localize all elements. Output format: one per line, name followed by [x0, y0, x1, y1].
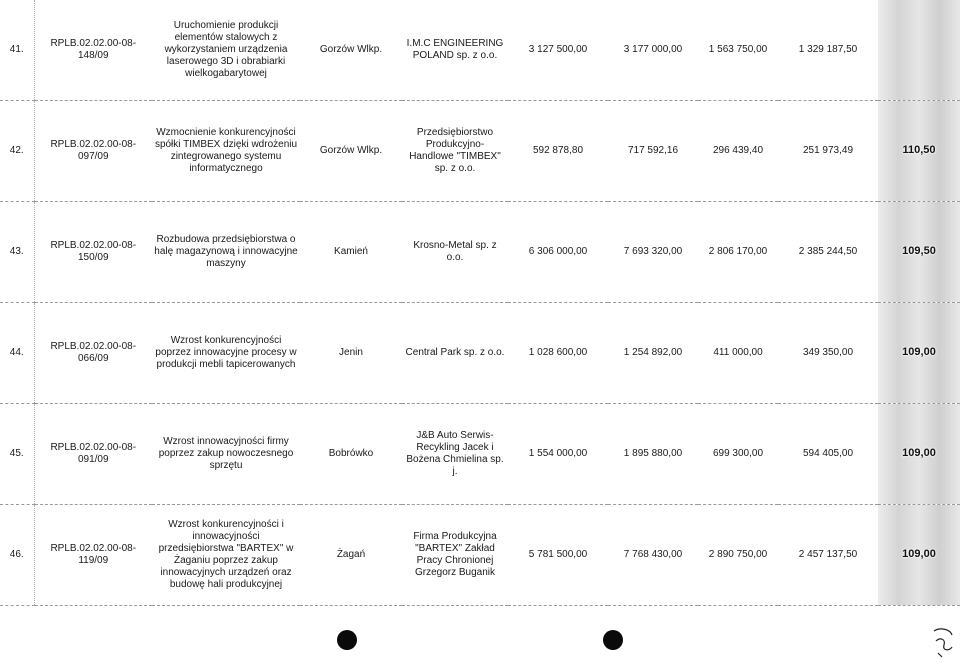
funding-requested: 1 563 750,00 [698, 0, 778, 100]
table-row [0, 201, 960, 302]
funding-requested: 2 806 170,00 [698, 201, 778, 302]
row-lp: 42. [0, 100, 34, 201]
score-value: 110,50 [902, 144, 936, 156]
funding-amount: 2 385 244,50 [778, 201, 878, 302]
project-title: Rozbudowa przedsiębiorstwa o halę magazynową i innowacyjne maszyny [152, 201, 300, 302]
beneficiary-name: I.M.C ENGINEERING POLAND sp. z o.o. [402, 0, 508, 100]
funding-requested: 2 890 750,00 [698, 504, 778, 605]
binder-hole-icon [337, 630, 357, 650]
funding-amount: 251 973,49 [778, 100, 878, 201]
project-location: Kamień [300, 201, 402, 302]
score-cell [878, 302, 960, 403]
beneficiary-name: Firma Produkcyjna "BARTEX" Zakład Pracy Chronionej Grzegorz Buganik [402, 504, 508, 605]
beneficiary-name: Central Park sp. z o.o. [402, 302, 508, 403]
project-location: Bobrówko [300, 403, 402, 504]
row-lp: 41. [0, 0, 34, 100]
row-lp: 44. [0, 302, 34, 403]
eligible-costs: 1 895 880,00 [608, 403, 698, 504]
table-row [0, 0, 960, 100]
beneficiary-name: J&B Auto Serwis-Recykling Jacek i Bożena Chmielina sp. j. [402, 403, 508, 504]
binder-hole-icon [603, 630, 623, 650]
project-location: Gorzów Wlkp. [300, 100, 402, 201]
application-number: RPLB.02.02.00-08-150/09 [34, 201, 152, 302]
row-lp: 46. [0, 504, 34, 605]
funding-amount: 594 405,00 [778, 403, 878, 504]
funding-requested: 296 439,40 [698, 100, 778, 201]
funding-amount: 349 350,00 [778, 302, 878, 403]
project-title: Wzrost konkurencyjności poprzez innowacyjne procesy w produkcji mebli tapicerowanych [152, 302, 300, 403]
funding-requested: 411 000,00 [698, 302, 778, 403]
project-title: Uruchomienie produkcji elementów stalowych z wykorzystaniem urządzenia laserowego 3D i obrabiarki wielkogabarytowej [152, 0, 300, 100]
project-location: Jenin [300, 302, 402, 403]
total-value: 592 878,80 [508, 100, 608, 201]
project-location: Gorzów Wlkp. [300, 0, 402, 100]
total-value: 1 028 600,00 [508, 302, 608, 403]
table-row [0, 100, 960, 201]
application-number: RPLB.02.02.00-08-097/09 [34, 100, 152, 201]
beneficiary-name: Krosno-Metal sp. z o.o. [402, 201, 508, 302]
score-cell [878, 100, 960, 201]
application-number: RPLB.02.02.00-08-066/09 [34, 302, 152, 403]
total-value: 5 781 500,00 [508, 504, 608, 605]
funding-amount: 2 457 137,50 [778, 504, 878, 605]
row-lp: 43. [0, 201, 34, 302]
funding-amount: 1 329 187,50 [778, 0, 878, 100]
row-lp: 45. [0, 403, 34, 504]
score-cell [878, 403, 960, 504]
score-cell [878, 201, 960, 302]
project-title: Wzmocnienie konkurencyjności spółki TIMBEX dzięki wdrożeniu zintegrowanego systemu informatycznego [152, 100, 300, 201]
table-row [0, 504, 960, 605]
beneficiary-name: Przedsiębiorstwo Produkcyjno-Handlowe "TIMBEX" sp. z o.o. [402, 100, 508, 201]
score-value: 109,50 [902, 245, 936, 257]
score-value: 109,00 [902, 346, 936, 358]
score-value: 109,00 [902, 447, 936, 459]
project-location: Żagań [300, 504, 402, 605]
project-title: Wzrost konkurencyjności i innowacyjności przedsiębiorstwa "BARTEX" w Żaganiu poprzez zakup innowacyjnych urządzeń oraz budowę hali produkcyjnej [152, 504, 300, 605]
score-cell [878, 504, 960, 605]
eligible-costs: 717 592,16 [608, 100, 698, 201]
eligible-costs: 1 254 892,00 [608, 302, 698, 403]
total-value: 6 306 000,00 [508, 201, 608, 302]
eligible-costs: 7 768 430,00 [608, 504, 698, 605]
table-row [0, 302, 960, 403]
project-title: Wzrost innowacyjności firmy poprzez zakup nowoczesnego sprzętu [152, 403, 300, 504]
total-value: 1 554 000,00 [508, 403, 608, 504]
score-cell [878, 0, 960, 100]
application-number: RPLB.02.02.00-08-091/09 [34, 403, 152, 504]
score-value: 109,00 [902, 548, 936, 560]
application-number: RPLB.02.02.00-08-148/09 [34, 0, 152, 100]
handwritten-scribble-icon [930, 625, 956, 659]
table-row [0, 403, 960, 504]
eligible-costs: 3 177 000,00 [608, 0, 698, 100]
total-value: 3 127 500,00 [508, 0, 608, 100]
application-number: RPLB.02.02.00-08-119/09 [34, 504, 152, 605]
eligible-costs: 7 693 320,00 [608, 201, 698, 302]
funding-requested: 699 300,00 [698, 403, 778, 504]
